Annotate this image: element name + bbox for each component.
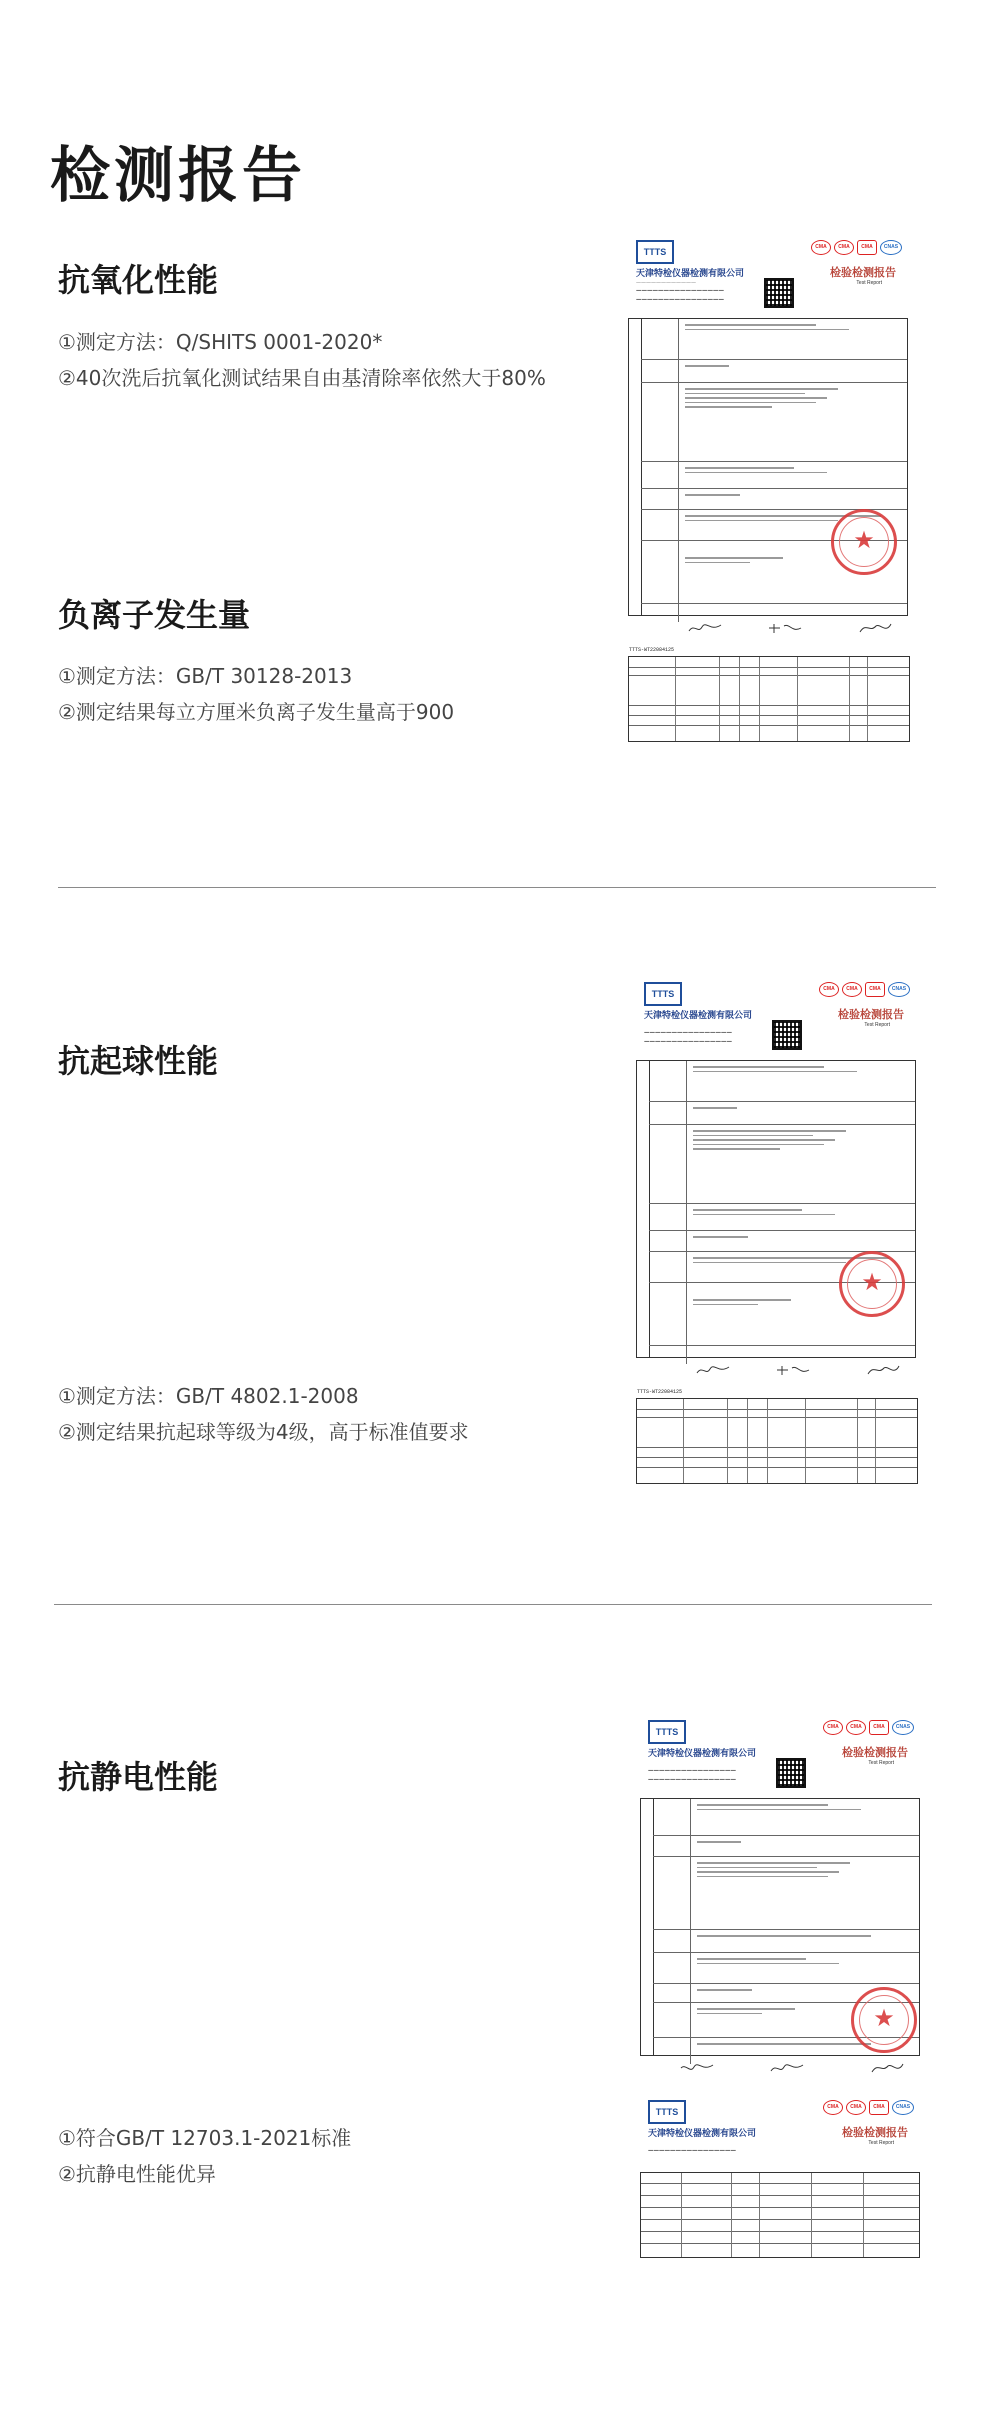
report-page-code: TTTS-WT22084125 xyxy=(629,647,675,653)
table-row xyxy=(653,1857,919,1930)
cma-mark-icon: CMA xyxy=(811,240,831,255)
table-row xyxy=(641,462,907,489)
report-title-en: Test Report xyxy=(868,1760,894,1766)
ttts-logo: TTTS xyxy=(644,982,682,1006)
report-org-line: ———————————————— xyxy=(644,1039,732,1045)
note-line: ②测定结果抗起球等级为4级，高于标准值要求 xyxy=(58,1420,469,1444)
report-page-code: TTTS-WT22084125 xyxy=(637,1389,683,1395)
report-org-line: ———————————————— xyxy=(648,1768,736,1774)
report-header xyxy=(640,1716,920,1798)
signature-icon xyxy=(870,2062,904,2074)
report-page2-anti-pilling xyxy=(636,1389,918,1484)
signatures xyxy=(658,616,898,636)
table-row xyxy=(653,1930,919,1953)
qr-code-icon xyxy=(772,1020,802,1050)
note-line: ①测定方法：Q/SHITS 0001-2020* xyxy=(58,330,383,354)
report-title: 检验检测报告 xyxy=(830,266,896,279)
report-org-sub: ———————————— xyxy=(636,280,696,286)
cma-mark-icon: CMA xyxy=(819,982,839,997)
accreditation-marks xyxy=(823,1720,914,1735)
cma-mark-icon: CMA xyxy=(869,1720,889,1735)
table-row xyxy=(641,383,907,462)
note-line: ①符合GB/T 12703.1-2021标准 xyxy=(58,2126,352,2150)
section-note-antioxidant xyxy=(58,324,546,396)
cnas-mark-icon: CNAS xyxy=(892,2100,914,2115)
cma-mark-icon: CMA xyxy=(865,982,885,997)
signature-icon xyxy=(776,1364,810,1376)
note-line: ②测定结果每立方厘米负离子发生量高于900 xyxy=(58,700,455,724)
table-row xyxy=(649,1231,915,1252)
signature-icon xyxy=(680,2062,714,2074)
cma-mark-icon: CMA xyxy=(846,2100,866,2115)
table-row xyxy=(649,1204,915,1231)
report-table xyxy=(628,318,908,616)
cma-mark-icon: CMA xyxy=(869,2100,889,2115)
section-title-negative-ion: 负离子发生量 xyxy=(58,596,251,634)
report-org-line: ———————————————— xyxy=(644,1030,732,1036)
section-note-anti-pilling xyxy=(58,1378,469,1450)
report-header xyxy=(628,236,908,318)
table-row xyxy=(649,1125,915,1204)
report-table xyxy=(640,2172,920,2258)
report-org-name: 天津特检仪器检测有限公司 xyxy=(636,269,745,279)
qr-code-icon xyxy=(776,1758,806,1788)
accreditation-marks xyxy=(823,2100,914,2115)
signature-icon xyxy=(696,1364,730,1376)
report-header xyxy=(636,978,916,1060)
report-title: 检验检测报告 xyxy=(842,1746,908,1759)
cma-mark-icon: CMA xyxy=(834,240,854,255)
accreditation-marks xyxy=(819,982,910,997)
report-table xyxy=(640,1798,920,2056)
section-title-antioxidant: 抗氧化性能 xyxy=(58,261,219,299)
report-page2-negative-ion xyxy=(628,647,910,742)
cnas-mark-icon: CNAS xyxy=(892,1720,914,1735)
note-line: ①测定方法：GB/T 30128-2013 xyxy=(58,664,353,688)
ttts-logo: TTTS xyxy=(636,240,674,264)
report-org-name: 天津特检仪器检测有限公司 xyxy=(648,2129,757,2139)
signature-icon xyxy=(866,1364,900,1376)
signature-icon xyxy=(768,622,802,634)
report-image-anti-pilling xyxy=(636,978,916,1378)
cma-mark-icon: CMA xyxy=(823,2100,843,2115)
section-note-antistatic xyxy=(58,2120,351,2192)
report-image-antioxidant xyxy=(628,236,908,636)
note-line: ②抗静电性能优异 xyxy=(58,2162,216,2186)
report-page2-antistatic xyxy=(640,2096,920,2276)
cma-mark-icon: CMA xyxy=(823,1720,843,1735)
note-line: ②40次洗后抗氧化测试结果自由基清除率依然大于80% xyxy=(58,366,546,390)
signature-icon xyxy=(770,2062,804,2074)
signatures xyxy=(670,2056,910,2076)
report-title-en: Test Report xyxy=(864,1022,890,1028)
report-org-line: ———————————————— xyxy=(648,1777,736,1783)
table-row xyxy=(641,489,907,510)
cma-mark-icon: CMA xyxy=(846,1720,866,1735)
report-org-line: ———————————————— xyxy=(648,2148,736,2154)
report-org-name: 天津特检仪器检测有限公司 xyxy=(648,1749,757,1759)
section-title-anti-pilling: 抗起球性能 xyxy=(58,1042,219,1080)
section-note-negative-ion xyxy=(58,658,454,730)
section-divider xyxy=(54,1604,932,1605)
report-org-line: ———————————————— xyxy=(636,288,724,294)
signature-icon xyxy=(858,622,892,634)
report-title: 检验检测报告 xyxy=(838,1008,904,1021)
seal-stamp-icon: ★ xyxy=(839,1251,905,1317)
table-row xyxy=(653,1836,919,1857)
note-line: ①测定方法：GB/T 4802.1-2008 xyxy=(58,1384,359,1408)
accreditation-marks xyxy=(811,240,902,255)
seal-stamp-icon: ★ xyxy=(831,509,897,575)
table-row xyxy=(649,1102,915,1125)
report-org-name: 天津特检仪器检测有限公司 xyxy=(644,1011,753,1021)
page-title: 检测报告 xyxy=(50,141,306,212)
section-divider xyxy=(58,887,936,888)
seal-stamp-icon: ★ xyxy=(851,1987,917,2053)
report-org-line: ———————————————— xyxy=(636,297,724,303)
report-header xyxy=(640,2096,920,2178)
report-table xyxy=(636,1060,916,1358)
report-title-en: Test Report xyxy=(856,280,882,286)
table-row xyxy=(653,1953,919,1984)
cma-mark-icon: CMA xyxy=(857,240,877,255)
table-row xyxy=(641,319,907,360)
ttts-logo: TTTS xyxy=(648,2100,686,2124)
cnas-mark-icon: CNAS xyxy=(888,982,910,997)
qr-code-icon xyxy=(764,278,794,308)
table-row xyxy=(653,1799,919,1836)
section-title-antistatic: 抗静电性能 xyxy=(58,1758,219,1796)
report-title-en: Test Report xyxy=(868,2140,894,2146)
signature-icon xyxy=(688,622,722,634)
cnas-mark-icon: CNAS xyxy=(880,240,902,255)
table-row xyxy=(649,1061,915,1102)
cma-mark-icon: CMA xyxy=(842,982,862,997)
report-image-antistatic xyxy=(640,1716,920,2076)
ttts-logo: TTTS xyxy=(648,1720,686,1744)
table-row xyxy=(641,360,907,383)
signatures xyxy=(666,1358,906,1378)
report-title: 检验检测报告 xyxy=(842,2126,908,2139)
